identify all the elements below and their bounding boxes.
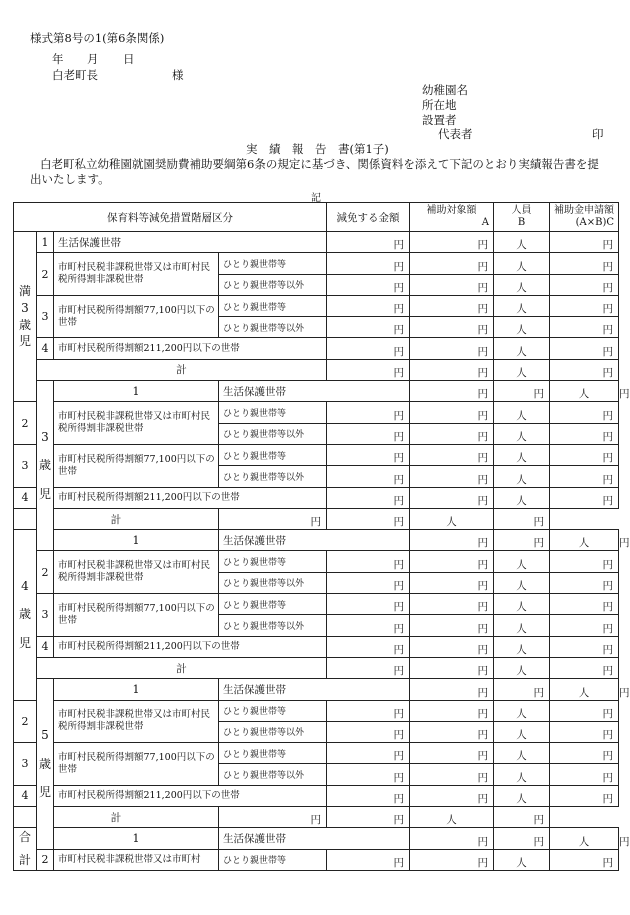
persons-cell[interactable]: 人	[494, 551, 550, 572]
reduced-amount-cell[interactable]: 円	[327, 402, 410, 423]
sub-label: ひとり親世帯等	[219, 743, 327, 764]
header-category: 保育料等減免措置階層区分	[14, 203, 327, 232]
subsidy-request-cell[interactable]: 円	[550, 423, 619, 444]
subsidy-request-cell[interactable]: 円	[550, 785, 619, 806]
ki-mark: 記	[311, 193, 321, 204]
subtotal-label: 計	[14, 807, 219, 828]
row-number: 3	[14, 743, 37, 786]
reduced-amount-cell[interactable]: 円	[219, 508, 327, 529]
table-row	[14, 402, 619, 423]
subsidy-target-cell[interactable]: 円	[410, 274, 494, 295]
sub-label: ひとり親世帯等以外	[219, 615, 327, 636]
row-number: 2	[14, 402, 37, 445]
subtotal-label: 計	[37, 359, 327, 380]
date-month: 月	[87, 52, 99, 66]
sub-label: ひとり親世帯等以外	[219, 423, 327, 444]
subsidy-request-cell[interactable]: 円	[550, 849, 619, 870]
row-number: 3	[37, 594, 54, 637]
sub-label: ひとり親世帯等	[219, 253, 327, 274]
row-number: 2	[37, 253, 54, 296]
row-label: 市町村民税所得割額77,100円以下の世帯	[54, 594, 219, 637]
row-number: 4	[37, 636, 54, 657]
table-row: 5 歳 児 1 生活保護世帯 円 円 人 円	[14, 679, 619, 700]
persons-cell[interactable]: 人	[494, 359, 550, 380]
address-label: 所在地	[422, 98, 457, 112]
header-persons: 人員 B	[494, 203, 550, 232]
subsidy-target-cell[interactable]: 円	[494, 530, 550, 551]
subtotal-label: 計	[37, 657, 327, 678]
reduced-amount-cell[interactable]: 円	[327, 743, 410, 764]
subsidy-target-cell[interactable]: 円	[410, 317, 494, 338]
sub-label: ひとり親世帯等	[219, 551, 327, 572]
persons-cell[interactable]: 人	[494, 317, 550, 338]
persons-cell[interactable]: 人	[410, 807, 494, 828]
row-number: 3	[37, 295, 54, 338]
sub-label: ひとり親世帯等	[219, 594, 327, 615]
header-subsidy-target: 補助対象額 A	[410, 203, 494, 232]
reduced-amount-cell[interactable]: 円	[327, 615, 410, 636]
row-number: 2	[37, 551, 54, 594]
subsidy-request-cell[interactable]: 円	[494, 807, 550, 828]
persons-cell[interactable]: 人	[494, 295, 550, 316]
row-label: 生活保護世帯	[219, 381, 410, 402]
subsidy-target-cell[interactable]: 円	[410, 466, 494, 487]
reduced-amount-cell[interactable]: 円	[327, 487, 410, 508]
intro-text-line2: 出いたします。	[30, 172, 110, 186]
subsidy-request-cell[interactable]: 円	[550, 721, 619, 742]
persons-cell[interactable]: 人	[494, 232, 550, 253]
seal-mark: 印	[592, 127, 604, 141]
subsidy-request-cell[interactable]: 円	[550, 487, 619, 508]
persons-cell[interactable]: 人	[550, 381, 619, 402]
subsidy-target-cell[interactable]: 円	[410, 721, 494, 742]
row-number: 2	[37, 849, 54, 870]
subsidy-target-cell[interactable]: 円	[494, 381, 550, 402]
subsidy-target-cell[interactable]: 円	[410, 359, 494, 380]
persons-cell[interactable]: 人	[494, 849, 550, 870]
sub-label: ひとり親世帯等	[219, 295, 327, 316]
subsidy-target-cell[interactable]: 円	[410, 636, 494, 657]
addressee-honorific: 様	[172, 68, 184, 82]
reduced-amount-cell[interactable]: 円	[327, 594, 410, 615]
reduced-amount-cell[interactable]: 円	[327, 551, 410, 572]
subsidy-target-cell[interactable]: 円	[410, 402, 494, 423]
subsidy-request-cell[interactable]: 円	[550, 359, 619, 380]
reduced-amount-cell[interactable]: 円	[410, 530, 494, 551]
subsidy-target-cell[interactable]: 円	[410, 551, 494, 572]
table-row	[14, 743, 619, 764]
date-year: 年	[52, 52, 64, 66]
subsidy-target-cell[interactable]: 円	[410, 232, 494, 253]
subsidy-request-cell[interactable]: 円	[550, 338, 619, 359]
reduced-amount-cell[interactable]: 円	[327, 657, 410, 678]
row-label: 市町村民税所得割額211,200円以下の世帯	[54, 636, 327, 657]
persons-cell[interactable]: 人	[550, 828, 619, 849]
persons-cell[interactable]: 人	[494, 444, 550, 465]
subsidy-request-cell[interactable]: 円	[550, 657, 619, 678]
subsidy-request-cell[interactable]: 円	[550, 700, 619, 721]
persons-cell[interactable]: 人	[494, 572, 550, 593]
subsidy-request-cell[interactable]: 円	[550, 444, 619, 465]
row-number: 1	[37, 232, 54, 253]
persons-cell[interactable]: 人	[494, 402, 550, 423]
row-label: 市町村民税非課税世帯又は市町村民税所得割非課税世帯	[54, 402, 219, 445]
addressee-title: 白老町長	[52, 68, 98, 82]
persons-cell[interactable]: 人	[550, 530, 619, 551]
persons-cell[interactable]: 人	[494, 721, 550, 742]
persons-cell[interactable]: 人	[494, 636, 550, 657]
sub-label: ひとり親世帯等以外	[219, 466, 327, 487]
row-label: 市町村民税所得割額77,100円以下の世帯	[54, 444, 219, 487]
row-number: 1	[54, 828, 219, 849]
persons-cell[interactable]: 人	[494, 785, 550, 806]
subsidy-request-cell[interactable]: 円	[550, 594, 619, 615]
row-number: 1	[54, 381, 219, 402]
sub-label: ひとり親世帯等	[219, 402, 327, 423]
reduced-amount-cell[interactable]: 円	[327, 849, 410, 870]
reduced-amount-cell[interactable]: 円	[327, 721, 410, 742]
persons-cell[interactable]: 人	[494, 423, 550, 444]
table-row	[14, 849, 619, 870]
subsidy-target-cell[interactable]: 円	[410, 700, 494, 721]
subsidy-request-cell[interactable]: 円	[550, 295, 619, 316]
table-row	[14, 594, 619, 615]
row-number: 4	[14, 785, 37, 806]
row-label: 市町村民税所得割額211,200円以下の世帯	[54, 785, 327, 806]
table-row: 3 歳 児 1 生活保護世帯 円 円 人 円	[14, 381, 619, 402]
table-row	[14, 232, 619, 253]
subsidy-target-cell[interactable]: 円	[410, 423, 494, 444]
sub-label: ひとり親世帯等以外	[219, 274, 327, 295]
reduced-amount-cell[interactable]: 円	[327, 253, 410, 274]
age-group-cell: 4 歳 児	[14, 530, 37, 700]
subsidy-request-cell[interactable]: 円	[550, 572, 619, 593]
subsidy-target-cell[interactable]: 円	[410, 444, 494, 465]
row-number: 1	[54, 679, 219, 700]
row-label: 生活保護世帯	[219, 530, 410, 551]
subsidy-target-cell[interactable]: 円	[410, 487, 494, 508]
subsidy-target-cell[interactable]: 円	[494, 828, 550, 849]
subsidy-request-cell[interactable]: 円	[550, 253, 619, 274]
subsidy-request-cell[interactable]: 円	[494, 508, 550, 529]
reduced-amount-cell[interactable]: 円	[327, 338, 410, 359]
row-number: 3	[14, 444, 37, 487]
subsidy-target-cell[interactable]: 円	[410, 594, 494, 615]
age-group-cell: 5 歳 児	[37, 679, 54, 849]
age-group-cell: 3 歳 児	[37, 381, 54, 551]
persons-cell[interactable]: 人	[494, 615, 550, 636]
sub-label: ひとり親世帯等以外	[219, 764, 327, 785]
document-title: 実 績 報 告 書(第1子)	[246, 142, 389, 156]
reduced-amount-cell[interactable]: 円	[327, 785, 410, 806]
row-label: 市町村民税所得割額77,100円以下の世帯	[54, 295, 219, 338]
persons-cell[interactable]: 人	[494, 338, 550, 359]
persons-cell[interactable]: 人	[494, 274, 550, 295]
row-label: 市町村民税非課税世帯又は市町村	[54, 849, 219, 870]
reduced-amount-cell[interactable]: 円	[327, 700, 410, 721]
row-label: 生活保護世帯	[54, 232, 327, 253]
table-row	[14, 487, 619, 508]
row-number: 4	[37, 338, 54, 359]
persons-cell[interactable]: 人	[550, 679, 619, 700]
table-row	[14, 295, 619, 316]
persons-cell[interactable]: 人	[494, 253, 550, 274]
reduced-amount-cell[interactable]: 円	[327, 444, 410, 465]
sub-label: ひとり親世帯等以外	[219, 317, 327, 338]
reduced-amount-cell[interactable]: 円	[327, 295, 410, 316]
subsidy-target-cell[interactable]: 円	[410, 657, 494, 678]
subsidy-target-cell[interactable]: 円	[410, 849, 494, 870]
reduced-amount-cell[interactable]: 円	[327, 764, 410, 785]
row-label: 市町村民税所得割額77,100円以下の世帯	[54, 743, 219, 786]
persons-cell[interactable]: 人	[494, 743, 550, 764]
table-row-subtotal	[14, 657, 619, 678]
reduced-amount-cell[interactable]: 円	[410, 679, 494, 700]
subsidy-request-cell[interactable]: 円	[550, 402, 619, 423]
representative-label: 代表者	[438, 127, 473, 141]
row-number: 1	[54, 530, 219, 551]
table-row	[14, 700, 619, 721]
subsidy-target-cell[interactable]: 円	[410, 743, 494, 764]
table-row	[14, 785, 619, 806]
reduced-amount-cell[interactable]: 円	[327, 423, 410, 444]
intro-text-line1: 白老町私立幼稚園就園奨励費補助要綱第6条の規定に基づき、関係資料を添えて下記のとおり実績報告書を提	[40, 157, 599, 171]
table-row	[14, 338, 619, 359]
table-row	[14, 551, 619, 572]
persons-cell[interactable]: 人	[494, 466, 550, 487]
reduced-amount-cell[interactable]: 円	[327, 359, 410, 380]
reduced-amount-cell[interactable]: 円	[410, 381, 494, 402]
persons-cell[interactable]: 人	[494, 700, 550, 721]
subsidy-request-cell[interactable]: 円	[550, 551, 619, 572]
reduced-amount-cell[interactable]: 円	[327, 466, 410, 487]
table-row-subtotal	[14, 508, 619, 529]
subsidy-request-cell[interactable]: 円	[550, 764, 619, 785]
reduced-amount-cell[interactable]: 円	[219, 807, 327, 828]
row-label: 生活保護世帯	[219, 679, 410, 700]
subtotal-label: 計	[14, 508, 219, 529]
reduced-amount-cell[interactable]: 円	[327, 274, 410, 295]
sub-label: ひとり親世帯等	[219, 849, 327, 870]
subsidy-target-cell[interactable]: 円	[410, 338, 494, 359]
reduced-amount-cell[interactable]: 円	[327, 317, 410, 338]
table-row-subtotal	[14, 359, 619, 380]
founder-label: 設置者	[422, 113, 457, 127]
persons-cell[interactable]: 人	[410, 508, 494, 529]
subsidy-target-cell[interactable]: 円	[327, 508, 410, 529]
persons-cell[interactable]: 人	[494, 657, 550, 678]
form-number: 様式第8号の1(第6条関係)	[30, 31, 165, 45]
school-name-label: 幼稚園名	[422, 83, 468, 97]
subsidy-target-cell[interactable]: 円	[410, 253, 494, 274]
subsidy-request-cell[interactable]: 円	[550, 636, 619, 657]
reduced-amount-cell[interactable]: 円	[410, 828, 494, 849]
subsidy-target-cell[interactable]: 円	[410, 572, 494, 593]
reduced-amount-cell[interactable]: 円	[327, 232, 410, 253]
table-row: 合 計 1 生活保護世帯 円 円 人 円	[14, 828, 619, 849]
subsidy-request-cell[interactable]: 円	[550, 317, 619, 338]
table-header-row	[14, 203, 619, 232]
row-label: 市町村民税非課税世帯又は市町村民税所得割非課税世帯	[54, 253, 219, 296]
subsidy-target-cell[interactable]: 円	[410, 295, 494, 316]
grand-total-cell: 合 計	[14, 828, 37, 871]
subsidy-request-cell[interactable]: 円	[550, 743, 619, 764]
table-row	[14, 253, 619, 274]
reduced-amount-cell[interactable]: 円	[327, 572, 410, 593]
subsidy-target-cell[interactable]: 円	[327, 807, 410, 828]
sub-label: ひとり親世帯等以外	[219, 721, 327, 742]
subsidy-target-cell[interactable]: 円	[494, 679, 550, 700]
subsidy-request-cell[interactable]: 円	[550, 232, 619, 253]
row-label: 生活保護世帯	[219, 828, 410, 849]
table-row: 4 歳 児 1 生活保護世帯 円 円 人 円	[14, 530, 619, 551]
row-number: 2	[14, 700, 37, 743]
row-label: 市町村民税非課税世帯又は市町村民税所得割非課税世帯	[54, 700, 219, 743]
subsidy-request-cell[interactable]: 円	[550, 466, 619, 487]
reduced-amount-cell[interactable]: 円	[327, 636, 410, 657]
table-row	[14, 444, 619, 465]
row-number: 4	[14, 487, 37, 508]
persons-cell[interactable]: 人	[494, 487, 550, 508]
row-label: 市町村民税所得割額211,200円以下の世帯	[54, 338, 327, 359]
subsidy-request-cell[interactable]: 円	[550, 274, 619, 295]
subsidy-request-cell[interactable]: 円	[550, 615, 619, 636]
row-label: 市町村民税所得割額211,200円以下の世帯	[54, 487, 327, 508]
subsidy-target-cell[interactable]: 円	[410, 764, 494, 785]
table-row	[14, 636, 619, 657]
sub-label: ひとり親世帯等	[219, 700, 327, 721]
subsidy-target-cell[interactable]: 円	[410, 785, 494, 806]
date-day: 日	[123, 52, 135, 66]
sub-label: ひとり親世帯等	[219, 444, 327, 465]
persons-cell[interactable]: 人	[494, 764, 550, 785]
table-row-subtotal	[14, 807, 619, 828]
age-group-cell: 満 3 歳 児	[14, 232, 37, 402]
sub-label: ひとり親世帯等以外	[219, 572, 327, 593]
row-label: 市町村民税非課税世帯又は市町村民税所得割非課税世帯	[54, 551, 219, 594]
header-reduced-amount: 減免する金額	[327, 203, 410, 232]
subsidy-target-cell[interactable]: 円	[410, 615, 494, 636]
header-subsidy-request: 補助金申請額 (A×B)C	[550, 203, 619, 232]
report-table	[13, 202, 630, 871]
persons-cell[interactable]: 人	[494, 594, 550, 615]
